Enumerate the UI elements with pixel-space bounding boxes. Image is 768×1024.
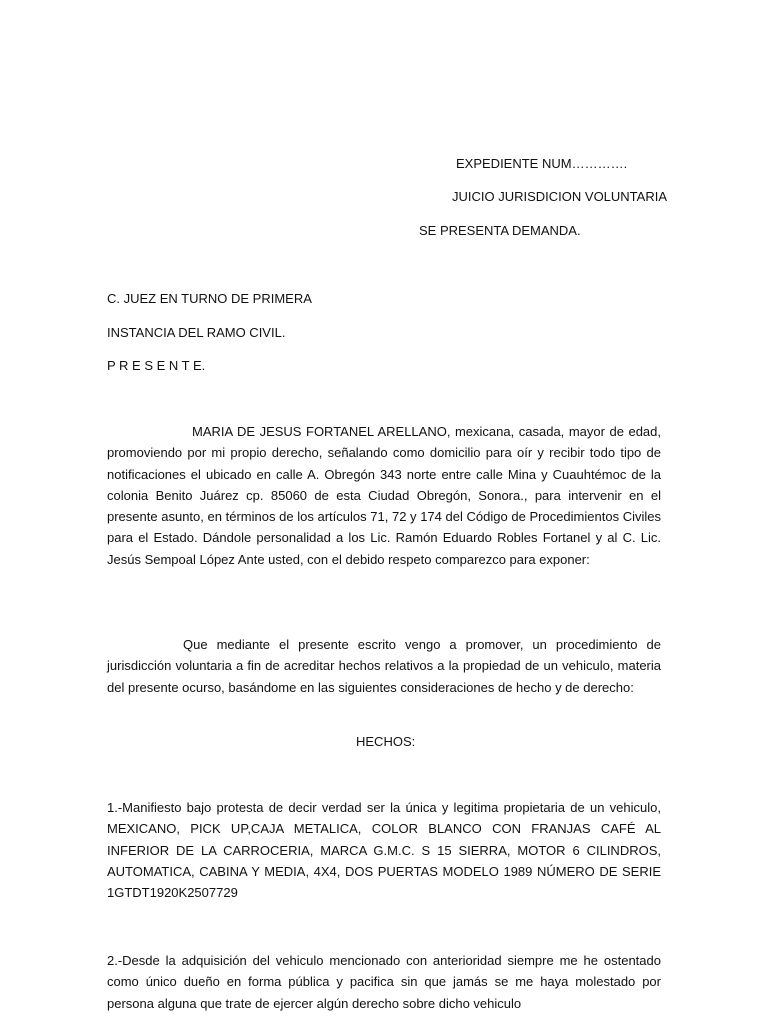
juicio-type: JUICIO JURISDICION VOLUNTARIA: [452, 189, 668, 204]
hecho-2-paragraph: 2.-Desde la adquisición del vehiculo mencionado con anterioridad siempre me he ostentado como único dueño en forma pública y pacifica sin que jamás se me haya molestado por persona alguna que trate de ejercer algún derecho sobre dicho vehiculo: [107, 953, 661, 1011]
intro-paragraph: MARIA DE JESUS FORTANEL ARELLANO, mexicana, casada, mayor de edad, promoviendo por mi propio derecho, señalando como domicilio para oír y recibir todo tipo de notificaciones el ubicado en calle A. Obregón 343 norte entre calle Mina y Cuauhtémoc de la colonia Benito Juárez cp. 85060 de esta Ciudad Obregón, Sonora., para intervenir en el presente asunto, en términos de los artículos 71, 72 y 174 del Código de Procedimientos Civiles para el Estado. Dándole personalidad a los Lic. Ramón Eduardo Robles Fortanel y al C. Lic. Jesús Sempoal López Ante usted, con el debido respeto comparezco para exponer:: [107, 424, 661, 567]
hechos-heading: HECHOS:: [356, 734, 416, 749]
addressee-line-1: C. JUEZ EN TURNO DE PRIMERA: [107, 291, 312, 306]
hecho-1-paragraph: 1.-Manifiesto bajo protesta de decir verdad ser la única y legitima propietaria de un vehiculo, MEXICANO, PICK UP,CAJA METALICA, COLOR BLANCO CON FRANJAS CAFÉ AL INFERIOR DE LA CARROCERIA, MARCA G.M.C. S 15 SIERRA, MOTOR 6 CILINDROS, AUTOMATICA, CABINA Y MEDIA, 4X4, DOS PUERTAS MODELO 1989 NÚMERO DE SERIE 1GTDT1920K2507729: [107, 800, 661, 901]
expediente-number: EXPEDIENTE NUM………….: [456, 156, 628, 171]
purpose-paragraph: Que mediante el presente escrito vengo a promover, un procedimiento de jurisdicción voluntaria a fin de acreditar hechos relativos a la propiedad de un vehiculo, materia del presente ocurso, basándome en las siguientes consideraciones de hecho y de derecho:: [107, 637, 661, 695]
addressee-presente: P R E S E N T E.: [107, 358, 206, 373]
demanda-title: SE PRESENTA DEMANDA.: [419, 223, 581, 238]
addressee-line-2: INSTANCIA DEL RAMO CIVIL.: [107, 325, 286, 340]
